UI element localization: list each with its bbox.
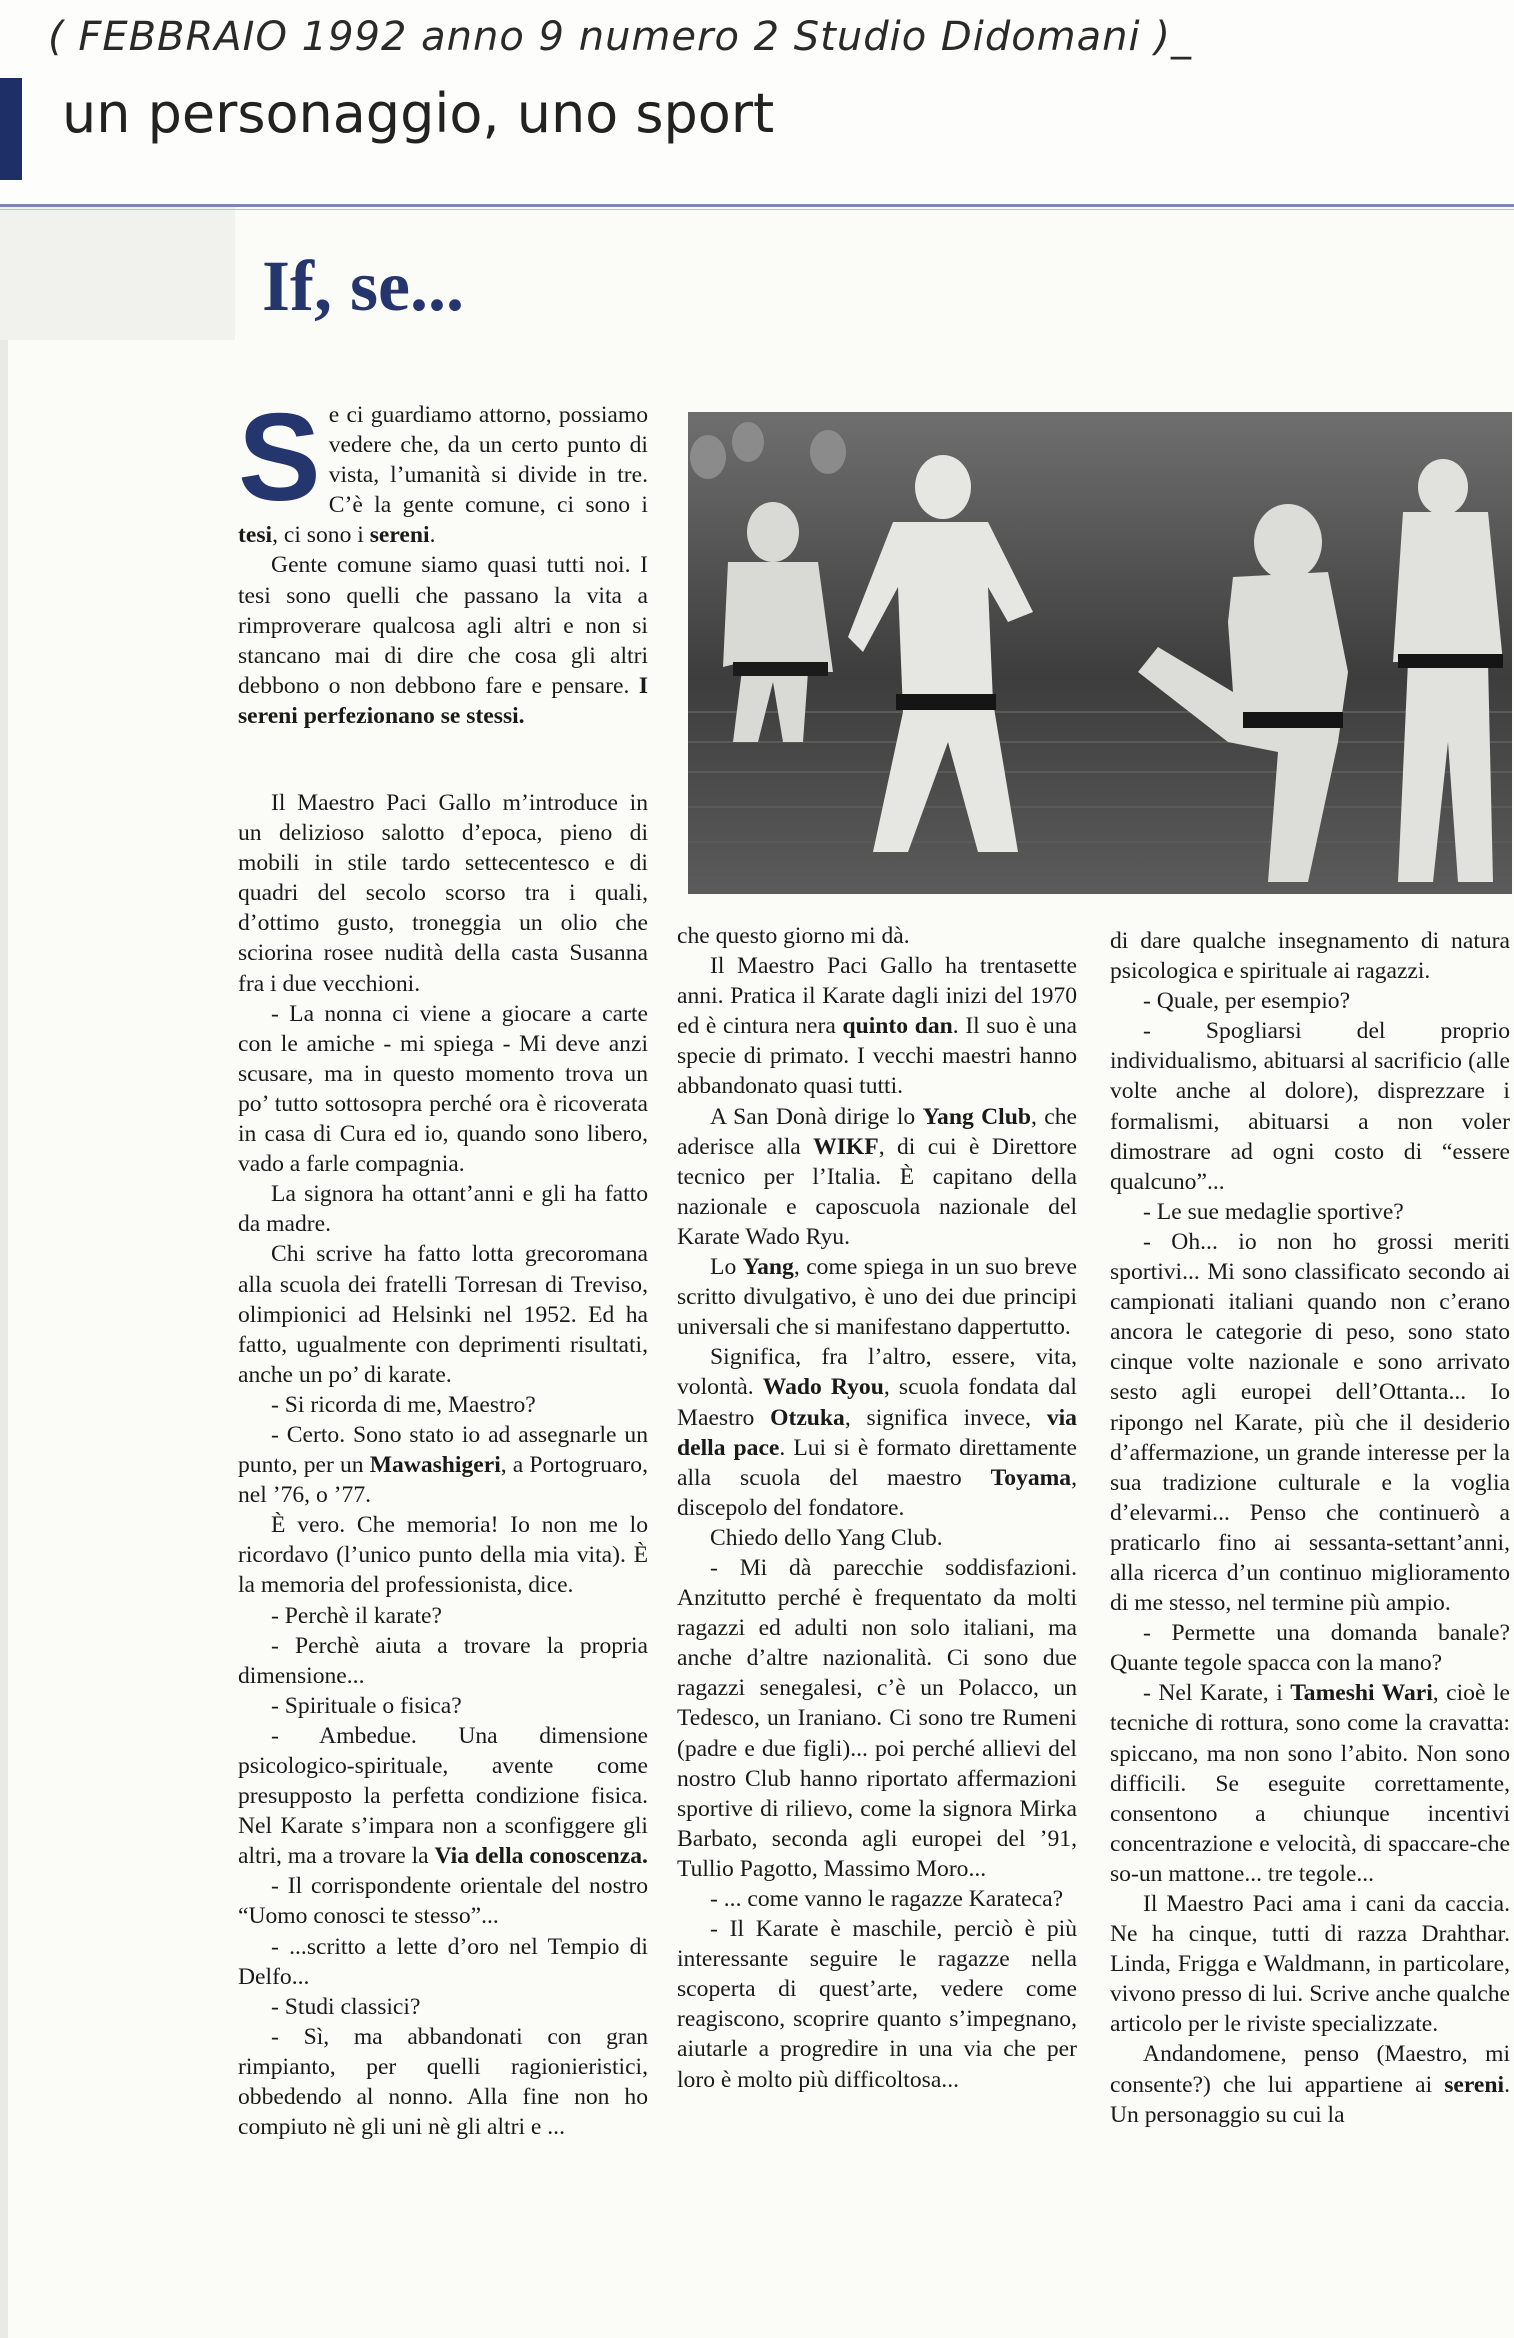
paragraph: di dare qualche insegnamento di natura psicologica e spirituale ai ragazzi. [1110,928,1510,985]
paragraph: È vero. Che memoria! Io non me lo ricordavo (l’unico punto della mia vita). È la memoria del professionista, dice. [238,1512,648,1599]
paragraph: - Il Karate è maschile, perciò è più interessante seguire le ragazze nella scoperta di quest’arte, vedere come reagiscono, scoprire quanto s’impegnano, aiutarle a progredire in una via che per loro è molto più difficoltosa... [677,1916,1077,2093]
paragraph: - Mi dà parecchie soddisfazioni. Anzitutto perché è frequentato da molti ragazzi ed adulti non solo italiani, ma anche d’altre nazionalità. Ci sono due ragazzi senegalesi, c’è un Polacco, un Tedesco, un Iraniano. Ci sono tre Rumeni (padre e due figli)... poi perché allievi del nostro Club hanno riportato affermazioni sportive di rilievo, come la signora Mirka Barbato, seconda agli europei del ’91, Tullio Pagotto, Massimo Moro... [677,1554,1077,1882]
paragraph: Il Maestro Paci ama i cani da caccia. Ne ha cinque, tutti di razza Drahthar. Linda, Frigga e Waldmann, in particolare, vivono presso di lui. Scrive anche qualche articolo per le riviste specializzate. [1110,1891,1510,2038]
paragraph: Il Maestro Paci Gallo m’introduce in un delizioso salotto d’epoca, pieno di mobili in stile tardo settecentesco e di quadri del secolo scorso tra i quali, d’ottimo gusto, troneggia un olio che sciorina rosee nudità della casta Susanna fra i due vecchioni. [238,790,648,997]
paragraph: - Perchè aiuta a trovare la propria dimensione... [238,1632,648,1689]
paragraph: - Sì, ma abbandonati con gran rimpianto, per quelli ragionieristici, obbedendo al nonno. Alla fine non ho compiuto nè gli uni nè gli altri e ... [238,2023,648,2141]
karate-photo [688,412,1512,894]
paragraph: Chiedo dello Yang Club. [710,1524,943,1551]
bold-term: via della pace [677,1404,1077,1461]
handwritten-note: ( FEBBRAIO 1992 anno 9 numero 2 Studio Didomani )_ [48,14,1192,60]
scan-shadow [0,205,235,340]
bold-term: I sereni perfezionano se stessi. [238,672,648,729]
paragraph: Gente comune siamo quasi tutti noi. I tesi sono quelli che passano la vita a rimproverare qualcosa agli altri e non si stancano mai di dire che cosa gli altri debbono o non debbono fare e pensare. I sereni perfezionano se stessi. [238,552,648,729]
bold-term: Toyama [990,1464,1072,1491]
column-1-text [238,788,648,2142]
paragraph: - La nonna ci viene a giocare a carte con le amiche - mi spiega - Mi deve anzi scusare, ma in questo momento trova un po’ tutto sottosopra perché ora è ricoverata in casa di Cura ed io, quando sono libero, vado a farle compagnia. [238,1000,648,1178]
bold-term: Via della conoscenza. [434,1843,648,1870]
article-column-2 [677,921,1077,2095]
paragraph: che questo giorno mi dà. [677,923,910,949]
paragraph: Chi scrive ha fatto lotta grecoromana alla scuola dei fratelli Torresan di Treviso, olimpionici ad Helsinki nel 1952. Ed ha fatto, ugualmente con deprimenti risultati, anche un po’ di karate. [238,1241,648,1388]
karate-photo-icon [688,412,1512,894]
scan-edge [0,340,8,2338]
bold-term: Mawashigeri [369,1452,501,1479]
article-headline: If, se... [262,246,464,326]
paragraph: - Quale, per esempio? [1143,988,1351,1015]
paragraph: - ... come vanno le ragazze Karateca? [710,1886,1064,1912]
paragraph: - Si ricorda di me, Maestro? [271,1391,536,1418]
paragraph: Andandomene, penso (Maestro, mi consente?) che lui appartiene ai sereni. Un personaggio su cui la [1110,2041,1510,2128]
paragraph: - Studi classici? [271,1993,421,2020]
paragraph: - Perchè il karate? [271,1602,442,1629]
paragraph: - Le sue medaglie sportive? [1143,1198,1404,1225]
paragraph: - ...scritto a lette d’oro nel Tempio di Delfo... [238,1933,648,1990]
page-number-bar [0,78,22,180]
drop-cap: S [238,389,321,527]
bold-term: sereni [369,522,430,549]
header-rule [0,204,1514,207]
paragraph: e ci guardiamo attorno, possiamo vedere che, da un certo punto di vista, l’umanità si divide in tre. C’è la gente comune, ci sono i tesi, ci sono i sereni. [238,402,648,549]
bold-term: Otzuka [770,1404,845,1431]
paragraph: - Certo. Sono stato io ad assegnarle un punto, per un Mawashigeri, a Portogruaro, nel ’76, o ’77. [238,1421,648,1509]
bold-term: Yang Club [922,1103,1031,1130]
section-title: un personaggio, uno sport [62,82,775,145]
paragraph: - Spirituale o fisica? [271,1692,462,1719]
bold-term: tesi [238,522,273,549]
header-rule-thin [0,209,1514,210]
article-intro [238,389,648,731]
paragraph: - Il corrispondente orientale del nostro “Uomo conosci te stesso”... [238,1873,648,1930]
paragraph: Significa, fra l’altro, essere, vita, volontà. Wado Ryou, scuola fondata dal Maestro Otzuka, significa invece, via della pace. Lui si è formato direttamente alla scuola del maestro Toyama, discepolo del fondatore. [677,1344,1077,1521]
bold-term: Yang [742,1254,794,1281]
paragraph: Il Maestro Paci Gallo ha trentasette anni. Pratica il Karate dagli inizi del 1970 ed è cintura nera quinto dan. Il suo è una specie di primato. I vecchi maestri hanno abbandonato quasi tutti. [677,953,1078,1100]
paragraph: La signora ha ottant’anni e gli ha fatto da madre. [238,1181,648,1238]
paragraph: - Permette una domanda banale? Quante tegole spacca con la mano? [1110,1620,1510,1677]
article-column-3 [1110,926,1510,2130]
paragraph: - Ambedue. Una dimensione psicologico-spirituale, avente come presupposto la perfetta condizione fisica. Nel Karate s’impara non a sconfiggere gli altri, ma a trovare la Via della conoscenza. [238,1722,648,1870]
column-3-text [1110,926,1510,2130]
column-2-text [677,921,1077,2095]
paragraph: Lo Yang, come spiega in un suo breve scritto divulgativo, è uno dei due principi universali che si manifestano dappertutto. [677,1254,1077,1341]
bold-term: quinto dan [842,1013,953,1040]
article-column-1 [238,788,648,2142]
paragraph: - Spogliarsi del proprio individualismo, abituarsi al sacrificio (alle volte anche al dolore), disprezzare i formalismi, abituarsi a non voler dimostrare ad ogni costo di “essere qualcuno”... [1110,1018,1510,1195]
bold-term: Tameshi Wari [1290,1680,1433,1707]
bold-term: WIKF [813,1133,879,1160]
bold-term: sereni [1444,2071,1505,2098]
paragraph: - Oh... io non ho grossi meriti sportivi... Mi sono classificato secondo ai campionati italiani quando non c’erano ancora le categorie di peso, sono stato cinque volte nazionale e sono arrivato sesto agli europei dell’Ottanta... Io ripongo nel Karate, più che il desiderio d’affermazione, un grande interesse per la sua tradizione culturale e la voglia d’elevarmi... Penso che continuerò a praticarlo fino ai sessanta-settant’anni, alla ricerca d’un continuo miglioramento di me stesso, nel termine più ampio. [1110,1228,1510,1617]
paragraph: A San Donà dirige lo Yang Club, che aderisce alla WIKF, di cui è Direttore tecnico per l’Italia. È capitano della nazionale e caposcuola nazionale del Karate Wado Ryu. [677,1103,1078,1250]
bold-term: Wado Ryou [762,1374,884,1401]
paragraph: - Nel Karate, i Tameshi Wari, cioè le tecniche di rottura, sono come la cravatta: spiccano, ma non sono l’abito. Non sono difficili. Se eseguite correttamente, consentono a chiunque incentivi concentrazione e velocità, di spaccare-che so-un mattone... tre tegole... [1110,1680,1510,1887]
